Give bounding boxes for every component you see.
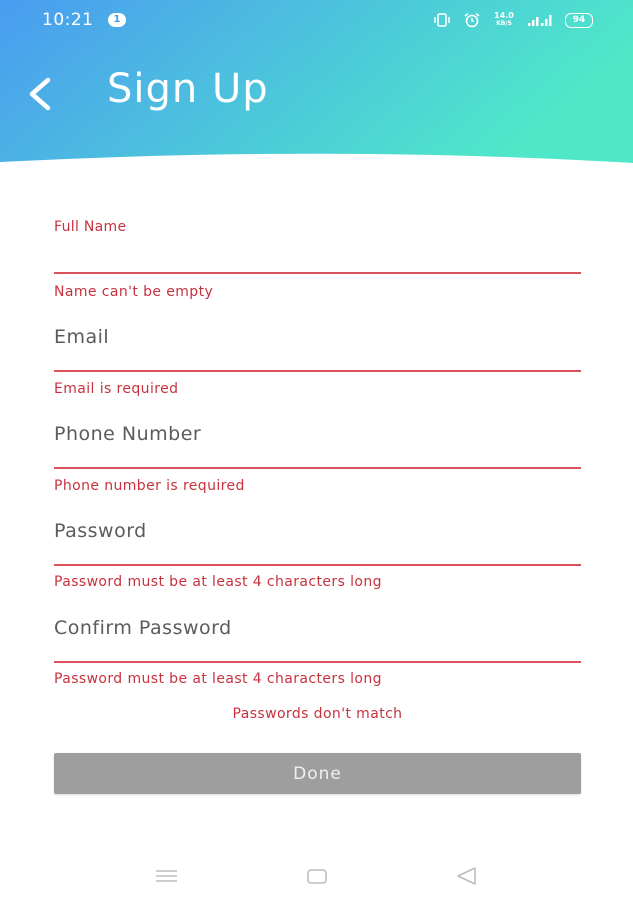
- network-speed-value: 14.0: [494, 11, 514, 20]
- password-mismatch-error: Passwords don't match: [232, 706, 403, 722]
- back-triangle-icon: [452, 863, 482, 889]
- phone-number-input[interactable]: [54, 420, 581, 448]
- password-error: Password must be at least 4 characters long: [54, 574, 382, 590]
- status-bar: [0, 0, 633, 40]
- password-input[interactable]: [54, 517, 581, 545]
- full-name-input[interactable]: [54, 244, 581, 270]
- confirm-password-error: Password must be at least 4 characters long: [54, 671, 382, 687]
- system-nav-bar: [0, 855, 633, 900]
- home-icon: [302, 863, 332, 889]
- confirm-password-underline: [54, 661, 581, 663]
- status-time: 10:21: [42, 10, 94, 30]
- phone-error: Phone number is required: [54, 478, 245, 494]
- back-button[interactable]: [22, 74, 62, 114]
- alarm-icon: [463, 12, 481, 28]
- full-name-underline: [54, 272, 581, 274]
- email-input[interactable]: [54, 323, 581, 351]
- app-header: [0, 0, 633, 175]
- notification-badge: 1: [108, 13, 126, 27]
- confirm-password-input[interactable]: [54, 614, 581, 642]
- chevron-left-icon: [22, 74, 62, 114]
- email-underline: [54, 370, 581, 372]
- battery-indicator: 94: [565, 13, 593, 28]
- page-title: Sign Up: [107, 66, 269, 112]
- network-speed: [493, 12, 515, 28]
- vibrate-icon: [433, 13, 451, 27]
- home-nav-button[interactable]: [302, 863, 332, 889]
- full-name-label: Full Name: [54, 219, 127, 235]
- password-underline: [54, 564, 581, 566]
- signal-icon: [527, 13, 553, 27]
- network-speed-unit: KB/S: [496, 20, 512, 27]
- menu-icon: [152, 863, 182, 889]
- email-error: Email is required: [54, 381, 179, 397]
- back-nav-button[interactable]: [452, 863, 482, 889]
- status-icons: [433, 12, 593, 28]
- phone-underline: [54, 467, 581, 469]
- done-button[interactable]: Done: [54, 753, 581, 794]
- full-name-error: Name can't be empty: [54, 284, 214, 300]
- menu-nav-button[interactable]: [152, 863, 182, 889]
